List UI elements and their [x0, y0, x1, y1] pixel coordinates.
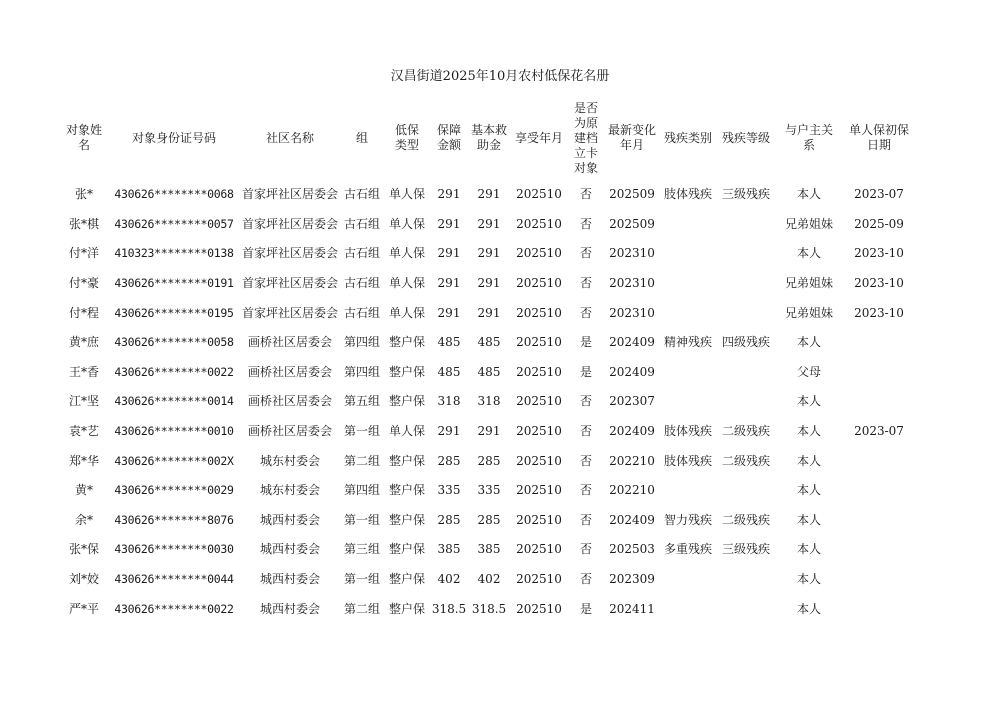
cell-disability-level	[716, 476, 776, 506]
cell-disability-type: 肢体残疾	[663, 187, 712, 202]
header-relation: 与户主关系	[784, 123, 833, 152]
cell-basic-aid: 291	[477, 216, 501, 231]
cell-change-month: 202210	[609, 453, 655, 468]
cell-group: 第一组	[343, 424, 380, 439]
cell-type: 整户保	[388, 601, 425, 616]
cell-registered: 是	[579, 335, 592, 350]
cell-start-date	[842, 358, 916, 388]
header-basic-aid: 基本救助金	[471, 123, 508, 152]
table-row	[60, 476, 916, 506]
table-row	[60, 210, 916, 240]
cell-name: 张*棋	[68, 216, 99, 231]
cell-group: 第三组	[343, 542, 380, 557]
cell-name: 刘*姣	[68, 572, 99, 587]
cell-type: 整户保	[388, 453, 425, 468]
cell-name: 付*程	[68, 305, 99, 320]
cell-type: 整户保	[388, 572, 425, 587]
cell-community: 城西村委会	[259, 572, 320, 587]
cell-change-month: 202310	[609, 305, 655, 320]
cell-registered: 否	[579, 483, 592, 498]
cell-start-date	[842, 476, 916, 506]
cell-month: 202510	[516, 572, 562, 587]
header-disability-type: 残疾类别	[663, 130, 712, 145]
cell-amount: 291	[437, 216, 461, 231]
cell-disability-level: 三级残疾	[721, 187, 770, 202]
cell-id-number: 430626********0029	[114, 483, 234, 498]
cell-disability-level: 二级残疾	[721, 453, 770, 468]
header-name: 对象姓名	[66, 123, 103, 152]
cell-id-number: 430626********0030	[114, 542, 234, 557]
cell-basic-aid: 318.5	[471, 601, 507, 616]
cell-registered: 否	[579, 187, 592, 202]
cell-name: 王*香	[68, 364, 99, 379]
cell-disability-level	[716, 298, 776, 328]
cell-registered: 否	[579, 542, 592, 557]
cell-month: 202510	[516, 305, 562, 320]
cell-start-date: 2023-10	[854, 246, 904, 261]
cell-registered: 否	[579, 572, 592, 587]
cell-type: 单人保	[388, 305, 425, 320]
cell-group: 第五组	[343, 394, 380, 409]
cell-type: 整户保	[388, 394, 425, 409]
cell-change-month: 202409	[609, 512, 655, 527]
cell-type: 整户保	[388, 364, 425, 379]
cell-community: 城东村委会	[259, 453, 320, 468]
cell-name: 黄*	[74, 483, 93, 498]
cell-disability-type	[660, 298, 716, 328]
cell-disability-level	[716, 239, 776, 269]
cell-id-number: 430626********0014	[114, 394, 234, 409]
cell-relation: 兄弟姐妹	[784, 305, 833, 320]
cell-registered: 否	[579, 394, 592, 409]
cell-community: 城西村委会	[259, 512, 320, 527]
cell-relation: 兄弟姐妹	[784, 216, 833, 231]
table-row	[60, 239, 916, 269]
cell-group: 古石组	[343, 187, 380, 202]
cell-start-date	[842, 446, 916, 476]
header-change-month: 最新变化年月	[608, 123, 657, 152]
cell-name: 黄*庶	[68, 335, 99, 350]
cell-amount: 291	[437, 187, 461, 202]
header-registered: 是否为原建档立卡对象	[573, 100, 598, 175]
table-row	[60, 328, 916, 358]
cell-change-month: 202509	[609, 216, 655, 231]
cell-name: 郑*华	[68, 453, 99, 468]
cell-community: 画桥社区居委会	[247, 364, 332, 379]
cell-group: 第四组	[343, 335, 380, 350]
cell-change-month: 202503	[609, 542, 655, 557]
header-row	[60, 96, 916, 180]
cell-relation: 本人	[796, 424, 821, 439]
cell-basic-aid: 318	[477, 394, 501, 409]
cell-relation: 兄弟姐妹	[784, 276, 833, 291]
cell-basic-aid: 402	[477, 572, 501, 587]
cell-disability-level: 三级残疾	[721, 542, 770, 557]
cell-month: 202510	[516, 187, 562, 202]
cell-type: 整户保	[388, 483, 425, 498]
cell-disability-type	[660, 594, 716, 624]
cell-basic-aid: 291	[477, 246, 501, 261]
header-type: 低保类型	[394, 123, 419, 152]
cell-relation: 本人	[796, 394, 821, 409]
cell-amount: 291	[437, 246, 461, 261]
cell-start-date	[842, 565, 916, 595]
cell-community: 画桥社区居委会	[247, 394, 332, 409]
cell-id-number: 410323********0138	[114, 246, 234, 261]
cell-disability-type	[660, 565, 716, 595]
cell-disability-level: 四级残疾	[721, 335, 770, 350]
table-row	[60, 269, 916, 299]
cell-id-number: 430626********002X	[114, 453, 234, 468]
cell-amount: 485	[437, 335, 461, 350]
header-community: 社区名称	[265, 130, 314, 145]
cell-basic-aid: 291	[477, 276, 501, 291]
cell-group: 古石组	[343, 216, 380, 231]
cell-community: 画桥社区居委会	[247, 335, 332, 350]
cell-community: 城东村委会	[259, 483, 320, 498]
cell-change-month: 202210	[609, 483, 655, 498]
cell-community: 首家坪社区居委会	[241, 216, 338, 231]
cell-relation: 本人	[796, 187, 821, 202]
header-month: 享受年月	[514, 130, 563, 145]
cell-name: 付*豪	[68, 276, 99, 291]
cell-amount: 335	[437, 483, 461, 498]
cell-relation: 本人	[796, 542, 821, 557]
cell-relation: 本人	[796, 453, 821, 468]
cell-registered: 否	[579, 305, 592, 320]
cell-disability-type	[660, 387, 716, 417]
cell-registered: 否	[579, 216, 592, 231]
cell-relation: 本人	[796, 601, 821, 616]
cell-change-month: 202509	[609, 187, 655, 202]
cell-type: 单人保	[388, 187, 425, 202]
cell-month: 202510	[516, 216, 562, 231]
cell-id-number: 430626********0022	[114, 601, 234, 616]
header-amount: 保障金额	[436, 123, 461, 152]
cell-change-month: 202307	[609, 394, 655, 409]
cell-basic-aid: 485	[477, 335, 501, 350]
cell-start-date	[842, 328, 916, 358]
cell-disability-type	[660, 476, 716, 506]
header-group: 组	[355, 130, 368, 145]
cell-month: 202510	[516, 246, 562, 261]
cell-community: 首家坪社区居委会	[241, 305, 338, 320]
cell-group: 第一组	[343, 572, 380, 587]
cell-change-month: 202411	[609, 601, 655, 616]
cell-group: 第二组	[343, 453, 380, 468]
cell-group: 第二组	[343, 601, 380, 616]
cell-type: 整户保	[388, 542, 425, 557]
header-start-date: 单人保初保日期	[848, 123, 909, 152]
cell-id-number: 430626********0191	[114, 276, 234, 291]
cell-amount: 402	[437, 572, 461, 587]
cell-month: 202510	[516, 364, 562, 379]
cell-type: 单人保	[388, 276, 425, 291]
cell-start-date: 2025-09	[854, 216, 904, 231]
cell-disability-type	[660, 210, 716, 240]
cell-community: 城西村委会	[259, 542, 320, 557]
cell-relation: 父母	[796, 364, 821, 379]
cell-disability-level: 二级残疾	[721, 424, 770, 439]
cell-id-number: 430626********8076	[114, 512, 234, 527]
cell-disability-level: 二级残疾	[721, 512, 770, 527]
cell-amount: 385	[437, 542, 461, 557]
cell-id-number: 430626********0057	[114, 216, 234, 231]
cell-start-date: 2023-07	[854, 424, 904, 439]
cell-name: 张*	[74, 187, 93, 202]
cell-disability-type: 精神残疾	[663, 335, 712, 350]
cell-group: 古石组	[343, 305, 380, 320]
cell-registered: 否	[579, 424, 592, 439]
header-id-number: 对象身份证号码	[131, 130, 216, 145]
cell-group: 第四组	[343, 364, 380, 379]
cell-amount: 285	[437, 453, 461, 468]
cell-type: 整户保	[388, 335, 425, 350]
cell-disability-level	[716, 387, 776, 417]
cell-registered: 否	[579, 512, 592, 527]
cell-amount: 285	[437, 512, 461, 527]
cell-change-month: 202309	[609, 572, 655, 587]
cell-name: 严*平	[68, 601, 99, 616]
cell-month: 202510	[516, 335, 562, 350]
cell-disability-level	[716, 358, 776, 388]
cell-id-number: 430626********0010	[114, 424, 234, 439]
cell-amount: 291	[437, 424, 461, 439]
cell-basic-aid: 291	[477, 305, 501, 320]
table-row	[60, 387, 916, 417]
cell-name: 江*坚	[68, 394, 99, 409]
cell-start-date: 2023-10	[854, 305, 904, 320]
cell-registered: 否	[579, 276, 592, 291]
cell-community: 城西村委会	[259, 601, 320, 616]
cell-amount: 318	[437, 394, 461, 409]
cell-name: 付*洋	[68, 246, 99, 261]
cell-month: 202510	[516, 453, 562, 468]
cell-month: 202510	[516, 483, 562, 498]
cell-disability-type	[660, 358, 716, 388]
cell-basic-aid: 291	[477, 187, 501, 202]
cell-basic-aid: 385	[477, 542, 501, 557]
cell-start-date	[842, 594, 916, 624]
cell-group: 第四组	[343, 483, 380, 498]
table-row	[60, 446, 916, 476]
cell-disability-type: 肢体残疾	[663, 424, 712, 439]
cell-amount: 291	[437, 276, 461, 291]
table-row	[60, 594, 916, 624]
cell-registered: 是	[579, 364, 592, 379]
cell-relation: 本人	[796, 572, 821, 587]
cell-month: 202510	[516, 601, 562, 616]
cell-community: 画桥社区居委会	[247, 424, 332, 439]
cell-id-number: 430626********0068	[114, 187, 234, 202]
table-row	[60, 535, 916, 565]
cell-id-number: 430626********0044	[114, 572, 234, 587]
cell-id-number: 430626********0058	[114, 335, 234, 350]
cell-amount: 291	[437, 305, 461, 320]
cell-disability-type: 多重残疾	[663, 542, 712, 557]
cell-month: 202510	[516, 394, 562, 409]
cell-community: 首家坪社区居委会	[241, 187, 338, 202]
cell-start-date	[842, 506, 916, 536]
cell-registered: 是	[579, 601, 592, 616]
cell-id-number: 430626********0195	[114, 305, 234, 320]
roster-table	[60, 96, 916, 624]
cell-type: 单人保	[388, 424, 425, 439]
cell-name: 袁*艺	[68, 424, 99, 439]
table-row	[60, 298, 916, 328]
cell-amount: 318.5	[431, 601, 467, 616]
cell-name: 张*保	[68, 542, 99, 557]
cell-change-month: 202310	[609, 246, 655, 261]
document-title: 汉昌街道2025年10月农村低保花名册	[390, 69, 610, 84]
cell-start-date	[842, 387, 916, 417]
cell-basic-aid: 485	[477, 364, 501, 379]
cell-relation: 本人	[796, 246, 821, 261]
cell-month: 202510	[516, 276, 562, 291]
cell-start-date	[842, 535, 916, 565]
cell-start-date: 2023-07	[854, 187, 904, 202]
cell-type: 单人保	[388, 216, 425, 231]
cell-relation: 本人	[796, 483, 821, 498]
cell-basic-aid: 285	[477, 453, 501, 468]
cell-registered: 否	[579, 453, 592, 468]
cell-name: 余*	[74, 512, 93, 527]
cell-disability-level	[716, 269, 776, 299]
cell-group: 第一组	[343, 512, 380, 527]
table-row	[60, 506, 916, 536]
cell-start-date: 2023-10	[854, 276, 904, 291]
cell-amount: 485	[437, 364, 461, 379]
cell-month: 202510	[516, 424, 562, 439]
cell-change-month: 202409	[609, 335, 655, 350]
cell-id-number: 430626********0022	[114, 364, 234, 379]
cell-change-month: 202409	[609, 424, 655, 439]
cell-disability-level	[716, 565, 776, 595]
cell-disability-level	[716, 594, 776, 624]
table-row	[60, 358, 916, 388]
header-disability-level: 残疾等级	[721, 130, 770, 145]
cell-community: 首家坪社区居委会	[241, 276, 338, 291]
cell-change-month: 202310	[609, 276, 655, 291]
table-row	[60, 417, 916, 447]
cell-disability-type: 智力残疾	[663, 512, 712, 527]
cell-basic-aid: 291	[477, 424, 501, 439]
cell-disability-type: 肢体残疾	[663, 453, 712, 468]
cell-type: 单人保	[388, 246, 425, 261]
cell-relation: 本人	[796, 512, 821, 527]
cell-type: 整户保	[388, 512, 425, 527]
cell-registered: 否	[579, 246, 592, 261]
cell-group: 古石组	[343, 276, 380, 291]
cell-disability-level	[716, 210, 776, 240]
cell-month: 202510	[516, 542, 562, 557]
cell-basic-aid: 335	[477, 483, 501, 498]
cell-disability-type	[660, 239, 716, 269]
cell-month: 202510	[516, 512, 562, 527]
table-row	[60, 180, 916, 210]
cell-change-month: 202409	[609, 364, 655, 379]
table-row	[60, 565, 916, 595]
cell-community: 首家坪社区居委会	[241, 246, 338, 261]
cell-disability-type	[660, 269, 716, 299]
cell-group: 古石组	[343, 246, 380, 261]
cell-relation: 本人	[796, 335, 821, 350]
cell-basic-aid: 285	[477, 512, 501, 527]
